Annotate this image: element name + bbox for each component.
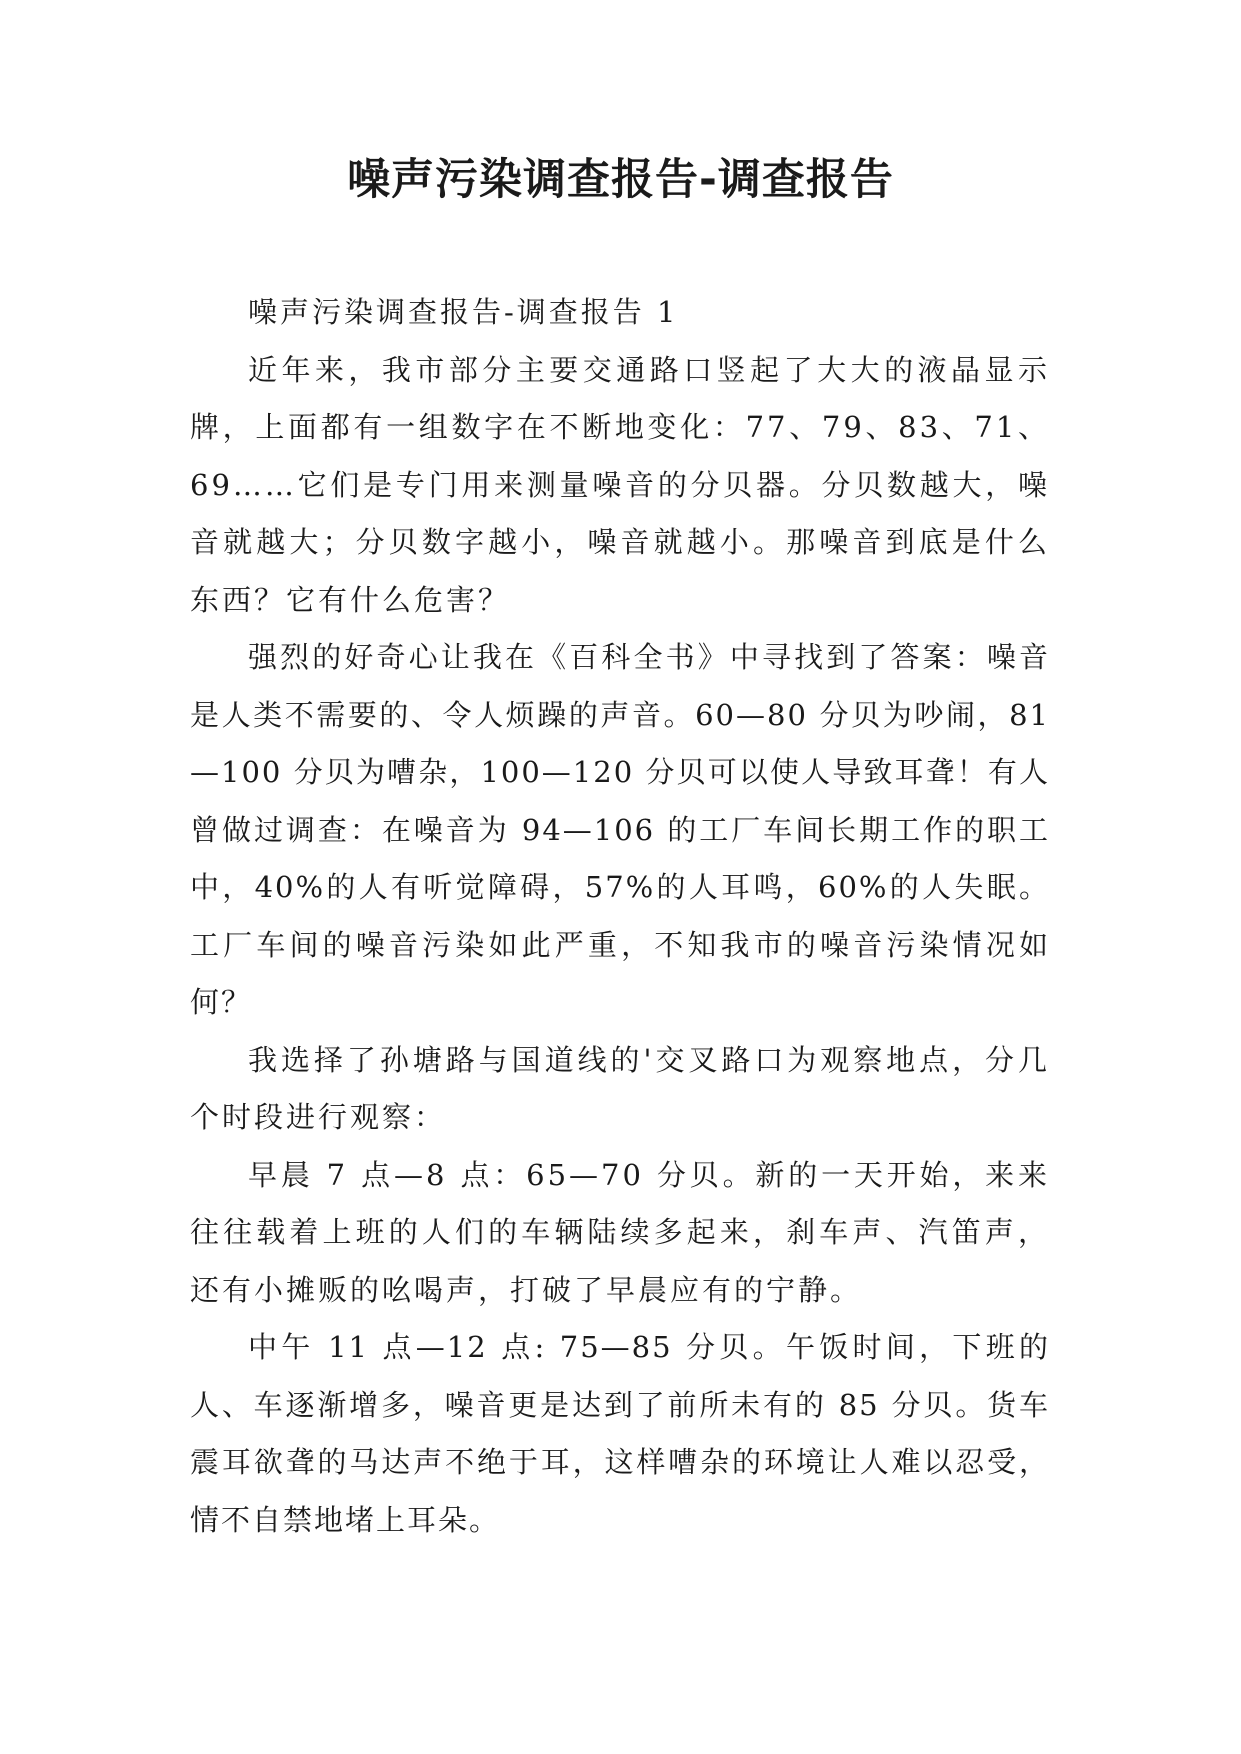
paragraph: 我选择了孙塘路与国道线的'交叉路口为观察地点，分几个时段进行观察： (190, 1042, 1050, 1134)
paragraph: 强烈的好奇心让我在《百科全书》中寻找到了答案：噪音是人类不需要的、令人烦躁的声音。60—80 分贝为吵闹，81—100 分贝为嘈杂，100—120 分贝可以使人导致耳聋！有人曾做过调查：在噪音为 94—106 的工厂车间长期工作的职工中，40%的人有听觉障碍，57%的人耳鸣，60%的人失眠。工厂车间的噪音污染如此严重，不知我市的噪音污染情况如何？ (190, 640, 1050, 1019)
document-body (190, 284, 1050, 1549)
paragraph-heading: 噪声污染调查报告-调查报告 1 (248, 295, 679, 329)
paragraph: 近年来，我市部分主要交通路口竖起了大大的液晶显示牌，上面都有一组数字在不断地变化：77、79、83、71、69……它们是专门用来测量噪音的分贝器。分贝数越大，噪音就越大；分贝数字越小，噪音就越小。那噪音到底是什么东西？它有什么危害？ (190, 352, 1050, 617)
paragraph: 中午 11 点—12 点: 75—85 分贝。午饭时间，下班的人、车逐渐增多，噪音更是达到了前所未有的 85 分贝。货车震耳欲聋的马达声不绝于耳，这样嘈杂的环境让人难以忍受，情不自禁地堵上耳朵。 (190, 1330, 1050, 1537)
paragraph: 早晨 7 点—8 点：65—70 分贝。新的一天开始，来来往往载着上班的人们的车辆陆续多起来，刹车声、汽笛声，还有小摊贩的吆喝声，打破了早晨应有的宁静。 (190, 1157, 1050, 1307)
document-title: 噪声污染调查报告-调查报告 (347, 155, 894, 205)
